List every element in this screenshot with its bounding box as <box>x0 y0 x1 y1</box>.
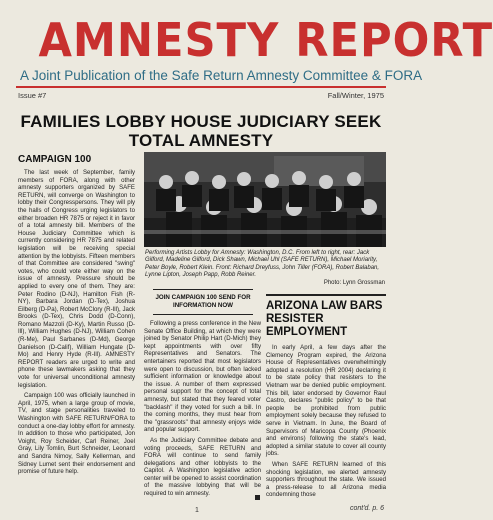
campaign-box: JOIN CAMPAIGN 100 SEND FOR INFORMATION NOW <box>153 289 253 315</box>
masthead-subtitle: A Joint Publication of the Safe Return Amnesty Committee & FORA <box>20 68 423 83</box>
lobby-photo <box>144 152 386 247</box>
issue-season: Fall/Winter, 1975 <box>327 91 384 100</box>
left-paragraph: The last week of September, family members of FORA, along with other amnesty supporters organized by SAFE RETURN, will converge on Washington to lobby their Congresspersons. They will ply the halls of Congress urging legislators to either broaden HR 7875 or reject it in favor of a total amnesty bill. Members of the House Judiciary Committee which is currently considering HR 7875 and related legislation will be receiving special attention by the lobbyists. Fifteen members of that Committee are considered "swing" votes, who could vote either way on the issue of amnesty. Pressure should be applied to every one of them. They are: Peter Rodino (D-NJ), Hamilton Fish (R-NY), Barbara Jordan (D-Tex), Joshua Eilberg (D-Pa), Robert McClory (R-Ill), Jack Brooks (D-Tex), Chris Dodd (D-Conn), Romano Mazzoli (D-Ky), Martin Russo (D-Ill), William Hughes (D-NJ), William Cohen (R-Me), Paul Sarbanes (D-Md), George Danielson (D-Calif), William Hungate (D-Mo) and Henry Hyde (R-Ill). AMNESTY REPORT readers are urged to write and phone these lawmakers asking that they vote for universal unconditional amnesty legislation. <box>18 169 135 389</box>
continued-note: cont'd. p. 6 <box>349 505 384 512</box>
article-end-mark <box>255 495 260 500</box>
left-column-kicker: CAMPAIGN 100 <box>18 154 92 165</box>
right-column <box>266 344 386 502</box>
masthead-rule <box>16 86 386 88</box>
issue-row <box>18 91 384 103</box>
right-paragraph: In early April, a few days after the Clemency Program expired, the Arizona House of Representatives overwhelmingly adopted a resolution (HR 2004) declaring it to be state policy that resisters to the Vietnam war be denied public employment. This bill, later endorsed by Governor Raul Castro, declares "public policy" to be that people be prohibited from public employment solely because they refused to serve in Vietnam. In June, the Board of Supervisors of Maricopa County (Phoenix and environs) following the state's lead, adopted a similar statute to cover all county jobs. <box>266 344 386 458</box>
right-column-rule <box>266 294 386 296</box>
photo-caption-text: Performing Artists Lobby for Amnesty: Washington, D.C. From left to right, rear: Jack Gilford, Madeline Gilford, Dick Shawn, Michael Uhl (SAFE RETURN), Michael Moriarity, Peter Boyle, Robert Klein. Front: Richard Dreyfuss, John Tiller (FORA), Robert Balaban, Lynne Lipton, Joseph Papp, Robb Reiner. <box>145 250 380 279</box>
issue-number: Issue #7 <box>18 91 47 100</box>
photo-caption <box>145 250 385 287</box>
right-paragraph: When SAFE RETURN learned of this shocking legislation, we alerted amnesty supporters throughout the state. We issued a press-release to all Arizona media condemning those <box>266 460 386 499</box>
main-headline: FAMILIES LOBBY HOUSE JUDICIARY SEEK TOTAL AMNESTY <box>20 112 382 150</box>
middle-column <box>144 320 261 501</box>
left-column <box>18 154 135 479</box>
mid-paragraph: As the Judiciary Committee debate and voting proceeds, SAFE RETURN and FORA will continue to send family delegations and other lobbyists to the Capitol. A Washington legislative action center will be opened to assist coordination of the massive lobbying that will be required to win amnesty. <box>144 436 261 498</box>
photo-credit: Photo: Lynn Grossman <box>323 279 385 286</box>
mid-paragraph: Following a press conference in the New Senate Office Building, at which they were joined by Senator Philip Hart (D-Mich) they kept appointments with over fifty Representatives and Senators. The entertainers reported that most legislators were open to discussion, but often lacked sufficient information or knowledge about the issue. A number of them expressed personal support for the concept of total amnesty, but stated that they feared voter "backlash" if they voted for such a bill. In the coming months, they must hear from the "grassroots" that amnesty enjoys wide and popular support. <box>144 320 261 434</box>
right-column-headline: ARIZONA LAW BARS RESISTER EMPLOYMENT <box>266 300 383 338</box>
photo-image <box>144 152 386 247</box>
masthead-title: AMNESTY REPORT <box>38 13 493 67</box>
page-number: 1 <box>195 507 199 514</box>
left-paragraph: Campaign 100 was officially launched in April, 1975, when a large group of movie, TV, and stage personalities traveled to Washington with SAFE RETURN/FORA to conduct a one-day lobby effort for amnesty. In addition to those who participated, Jon Voight, Roy Scheider, Carl Reiner, Joel Gray, Lily Tomlin, Burt Schneider, Leonard and Sandra Nimoy, Sally Kellerman, and Sidney Lumet sent their endorsement and promise of future help. <box>18 392 135 476</box>
